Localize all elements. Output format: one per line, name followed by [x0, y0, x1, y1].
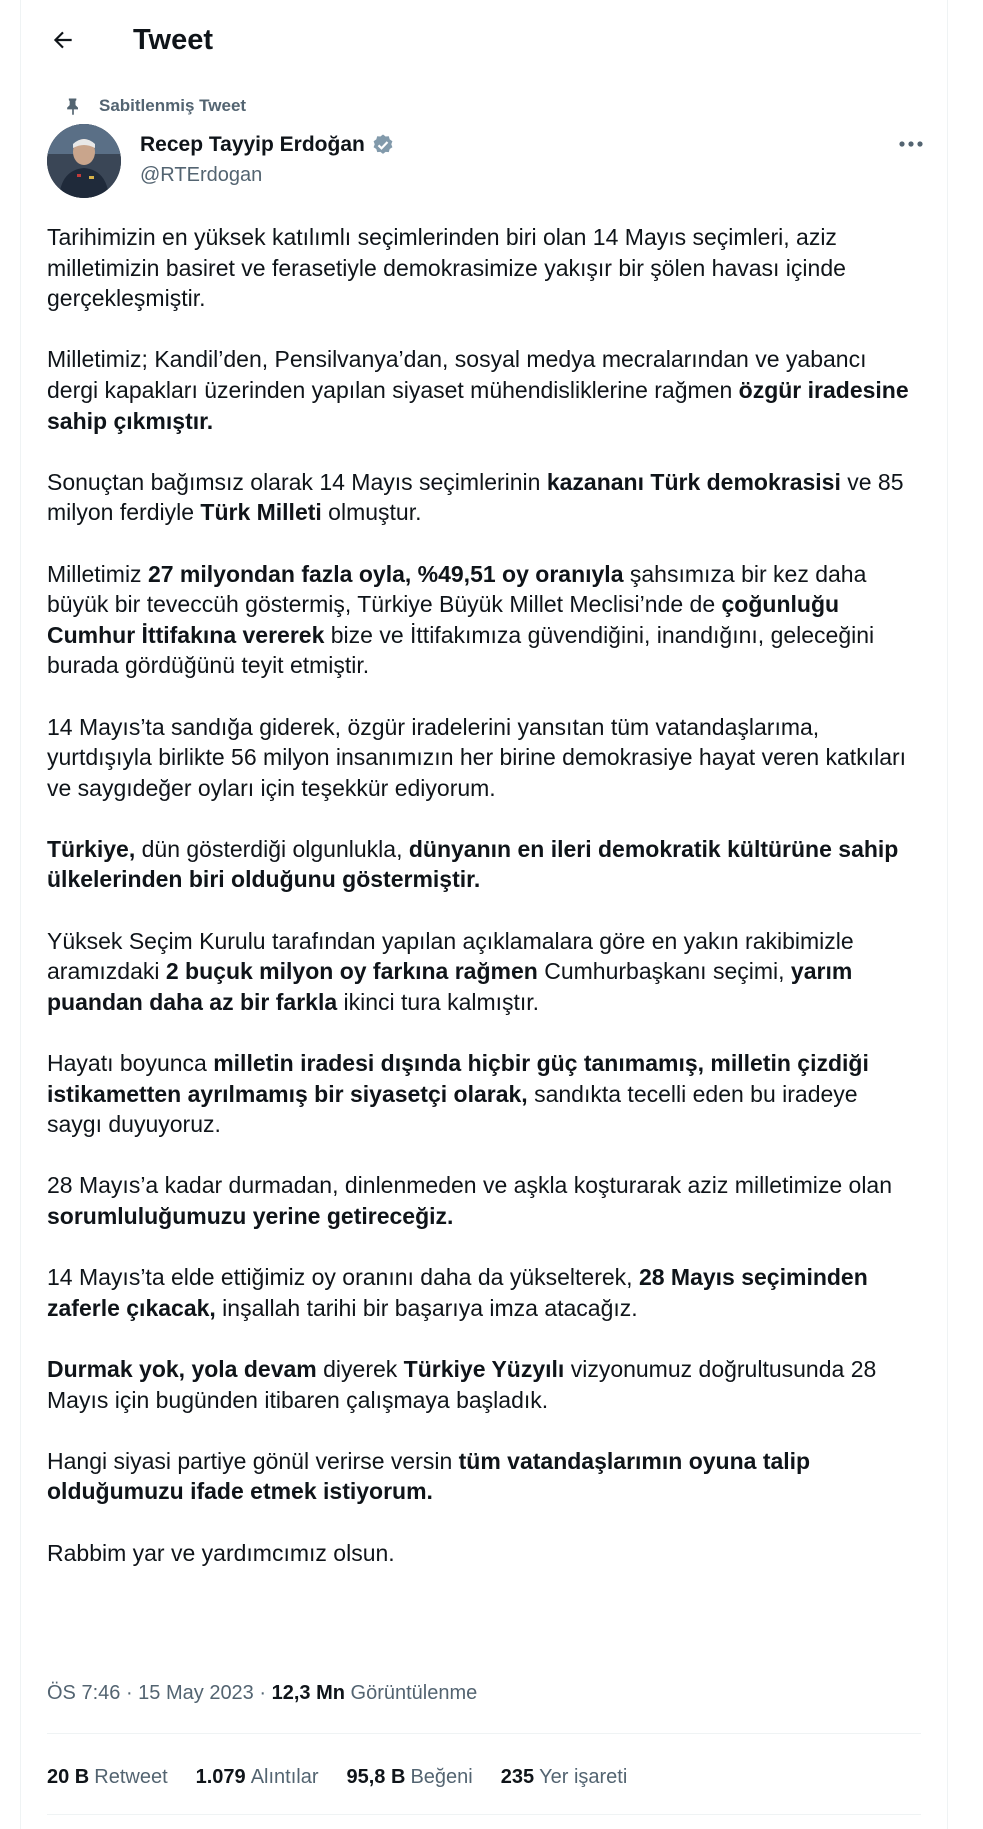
- more-options-button[interactable]: [891, 128, 931, 160]
- tweet-text-run: Hangi siyasi partiye gönül verirse versin: [47, 1447, 459, 1474]
- tweet-text-bold: sorumluluğumuzu yerine getireceğiz.: [47, 1203, 454, 1229]
- author-name[interactable]: [140, 132, 395, 158]
- divider: [47, 1733, 921, 1734]
- tweet-text-bold: Türkiye,: [47, 835, 136, 862]
- meta-separator: ·: [253, 1682, 272, 1704]
- tweet-paragraph: [47, 834, 917, 895]
- tweet-paragraph: [47, 559, 917, 681]
- stat-label: Yer işareti: [539, 1766, 628, 1788]
- tweet-paragraph: [47, 1048, 917, 1140]
- author-handle[interactable]: @RTErdogan: [140, 164, 263, 186]
- profile-photo: [47, 124, 121, 198]
- back-button[interactable]: [43, 20, 83, 60]
- views-label: Görüntülenme: [350, 1682, 478, 1704]
- tweet-text-run: bize ve İttifakımıza güvendiğini, inandığını, geleceğini burada gördüğünü teyit etmiştir.: [47, 621, 875, 679]
- tweet-text-run: şahsımıza bir kez daha büyük bir teveccüh göstermiş, Türkiye Büyük Millet Meclisi’nde de: [47, 560, 867, 618]
- views-count: 12,3 Mn: [271, 1682, 345, 1704]
- stat-retweets[interactable]: [47, 1764, 168, 1790]
- tweet-text-bold: 2 buçuk milyon oy farkına rağmen: [165, 958, 538, 985]
- tweet-text-run: Sonuçtan bağımsız olarak 14 Mayıs seçimlerinin: [47, 468, 547, 495]
- pinned-text: Sabitlenmiş Tweet: [99, 96, 247, 115]
- tweet-text: [47, 222, 917, 1599]
- stat-value: 1.079: [195, 1766, 246, 1788]
- tweet-paragraph: [47, 467, 917, 528]
- tweet-text-run: Yüksek Seçim Kurulu tarafından yapılan açıklamalara göre en yakın rakibimizle aramızdaki: [47, 927, 854, 985]
- avatar[interactable]: [47, 124, 121, 198]
- tweet-text-bold: 28 Mayıs seçiminden zaferle çıkacak,: [47, 1264, 868, 1321]
- tweet-text-bold: Türk Milleti: [200, 499, 322, 526]
- header: [21, 0, 947, 82]
- author-name-text: Recep Tayyip Erdoğan: [140, 133, 365, 156]
- divider: [47, 1814, 921, 1815]
- stat-label: Beğeni: [410, 1766, 473, 1788]
- tweet-text-run: Milletimiz: [47, 560, 148, 587]
- stat-value: 235: [500, 1766, 535, 1788]
- tweet-text-run: Cumhurbaşkanı seçimi,: [537, 958, 791, 985]
- tweet-text-bold: özgür iradesine sahip çıkmıştır.: [47, 376, 909, 434]
- tweet-text-run: olmuştur.: [321, 499, 422, 526]
- stat-likes[interactable]: [347, 1764, 473, 1790]
- tweet-text-bold: dünyanın en ileri demokratik kültürüne sahip ülkelerinden biri olduğunu göstermiştir.: [47, 835, 899, 893]
- page-title: Tweet: [133, 24, 214, 56]
- verified-badge-icon: [371, 133, 395, 157]
- tweet-text-run: Milletimiz; Kandil’den, Pensilvanya’dan, sosyal medya mecralarından ve yabancı dergi kapakları üzerinden yapılan siyaset mühendisliklerine rağmen: [47, 346, 867, 403]
- tweet-paragraph: [47, 712, 917, 804]
- tweet-text-bold: Türkiye Yüzyılı: [403, 1355, 565, 1382]
- tweet-stats: [47, 1764, 627, 1790]
- tweet-text-bold: milletin iradesi dışında hiçbir güç tanımamış, milletin çizdiği istikametten ayrılmamış bir siyasetçi olarak,: [47, 1050, 869, 1107]
- tweet-text-run: ve 85 milyon ferdiyle: [47, 468, 904, 526]
- arrow-left-icon: [50, 27, 76, 53]
- tweet-text-bold: tüm vatandaşlarımın oyuna talip olduğumuzu ifade etmek istiyorum.: [47, 1447, 811, 1505]
- tweet-text-bold: Durmak yok, yola devam: [47, 1355, 317, 1382]
- meta-separator: ·: [120, 1682, 139, 1704]
- pinned-label: [99, 94, 246, 118]
- tweet-text-run: Rabbim yar ve yardımcımız olsun.: [47, 1539, 395, 1566]
- tweet-text-bold: kazananı Türk demokrasisi: [546, 468, 841, 495]
- stat-value: 20 B: [47, 1766, 90, 1788]
- tweet-text-bold: 27 milyondan fazla oyla, %49,51 oy oranıyla: [147, 560, 624, 587]
- tweet-text-run: inşallah tarihi bir başarıya imza atacağız.: [215, 1294, 638, 1321]
- pin-icon: [63, 96, 83, 116]
- tweet-paragraph: [47, 1446, 917, 1507]
- tweet-text-run: sandıkta tecelli eden bu iradeye saygı duyuyoruz.: [47, 1080, 858, 1138]
- tweet-text-run: Hayatı boyunca: [47, 1050, 214, 1077]
- stat-bookmarks[interactable]: [501, 1764, 628, 1790]
- tweet-paragraph: [47, 1170, 917, 1231]
- tweet-text-run: diyerek: [316, 1355, 404, 1382]
- stat-label: Alıntılar: [250, 1766, 319, 1788]
- stat-label: Retweet: [94, 1766, 168, 1788]
- tweet-paragraph: [47, 1354, 917, 1415]
- tweet-text-run: Tarihimizin en yüksek katılımlı seçimlerinden biri olan 14 Mayıs seçimleri, aziz milletimizin basiret ve ferasetiyle demokrasimize yakışır bir şölen havası içinde gerçekleşmiştir.: [47, 224, 846, 312]
- tweet-paragraph: [47, 222, 917, 314]
- tweet-text-run: vizyonumuz doğrultusunda 28 Mayıs için bugünden itibaren çalışmaya başladık.: [47, 1355, 877, 1413]
- tweet-text-run: 14 Mayıs’ta elde ettiğimiz oy oranını daha da yükselterek,: [47, 1264, 639, 1291]
- tweet-paragraph: [47, 1538, 917, 1569]
- tweet-column: [20, 0, 948, 1829]
- more-horizontal-icon: [898, 140, 924, 148]
- tweet-text-run: 14 Mayıs’ta sandığa giderek, özgür iradelerini yansıtan tüm vatandaşlarıma, yurtdışıyla birlikte 56 milyon insanımızın her birine demokrasiye hayat veren katkıları ve saygıdeğer oyları için teşekkür ediyorum.: [47, 713, 907, 801]
- tweet-paragraph: [47, 344, 917, 436]
- tweet-meta: [47, 1680, 477, 1706]
- tweet-text-bold: çoğunluğu Cumhur İttifakına vererek: [47, 591, 840, 648]
- tweet-text-run: dün gösterdiği olgunlukla,: [135, 835, 409, 862]
- tweet-text-run: ikinci tura kalmıştır.: [337, 988, 540, 1015]
- tweet-paragraph: [47, 1262, 917, 1323]
- tweet-text-bold: yarım puandan daha az bir farkla: [47, 958, 853, 1015]
- tweet-paragraph: [47, 926, 917, 1018]
- tweet-text-run: 28 Mayıs’a kadar durmadan, dinlenmeden ve aşkla koşturarak aziz milletimize olan: [47, 1172, 893, 1199]
- tweet-date[interactable]: 15 May 2023: [138, 1682, 254, 1704]
- stat-value: 95,8 B: [346, 1766, 406, 1788]
- stat-quotes[interactable]: [196, 1764, 319, 1790]
- tweet-time[interactable]: ÖS 7:46: [47, 1682, 121, 1704]
